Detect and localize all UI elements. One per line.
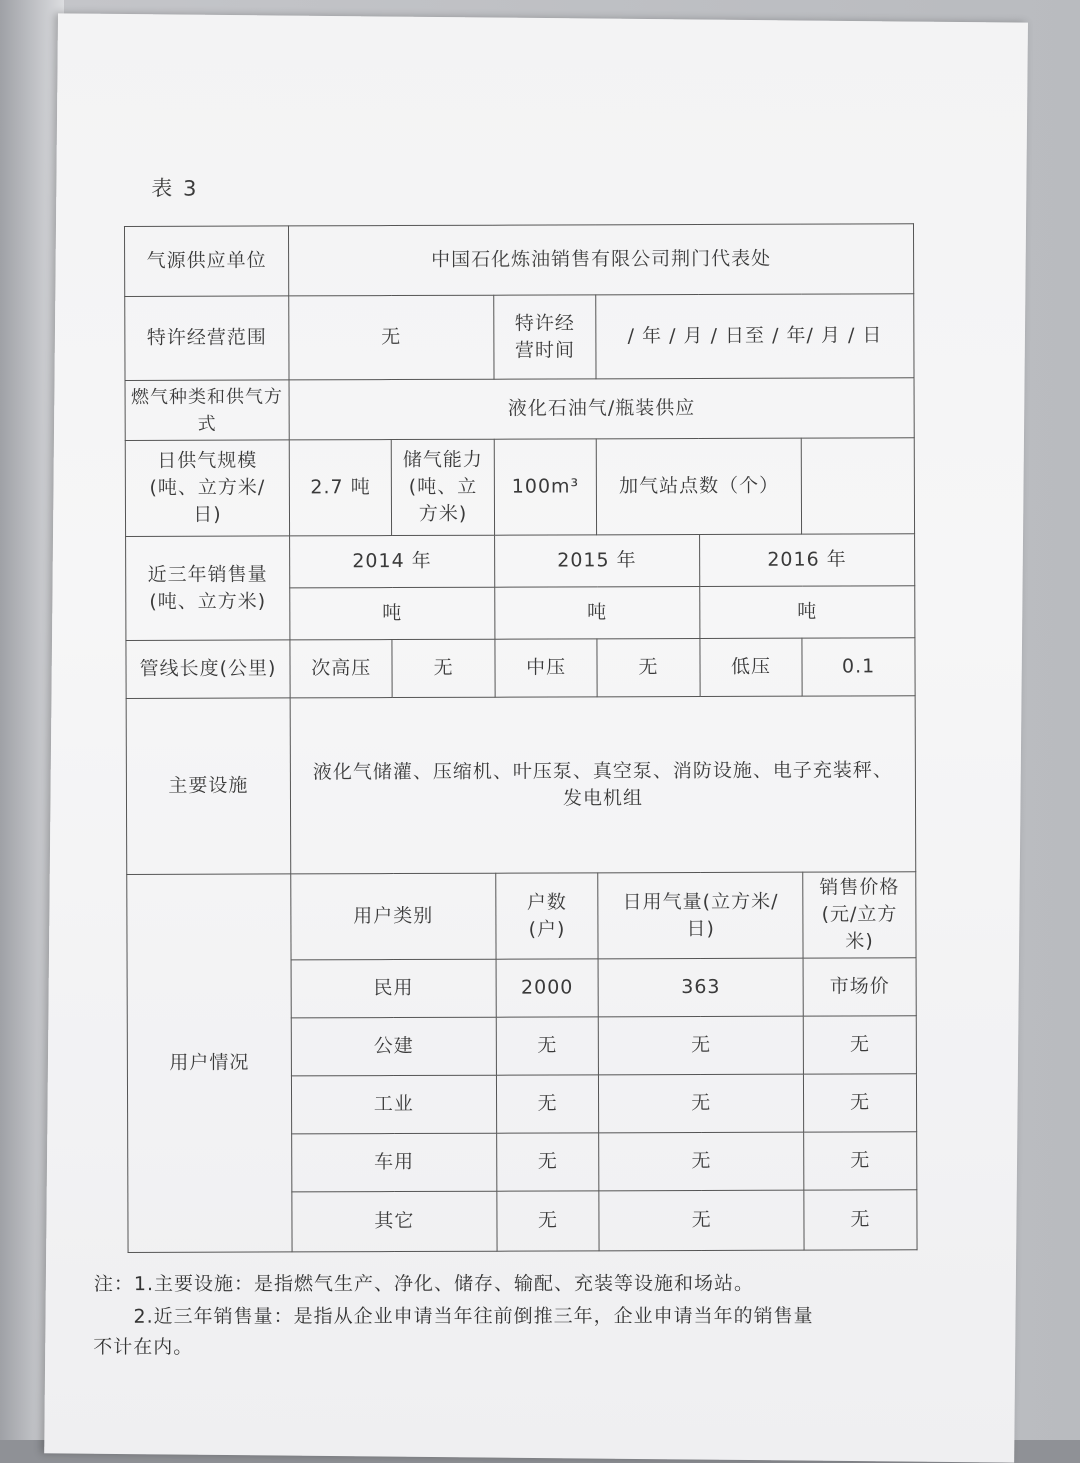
row-facilities <box>126 696 916 875</box>
users-daily-gas-cell: 无 <box>599 1132 804 1191</box>
users-header-category: 用户类别 <box>291 873 496 960</box>
station-count-value <box>801 438 914 534</box>
users-category-cell: 民用 <box>291 959 496 1018</box>
franchise-time-value: / 年 / 月 / 日至 / 年/ 月 / 日 <box>596 294 914 379</box>
row-franchise <box>125 294 914 381</box>
pipeline-low-value: 0.1 <box>802 638 915 696</box>
storage-capacity-label: 储气能力(吨、立方米) <box>392 439 495 535</box>
note-line-2: 2.近三年销售量：是指从企业申请当年往前倒推三年，企业申请当年的销售量 <box>133 1305 814 1328</box>
gas-operation-form-table <box>124 223 918 1253</box>
franchise-scope-value: 无 <box>289 295 494 380</box>
storage-capacity-value: 100m³ <box>494 439 597 535</box>
pipeline-subhigh-value: 无 <box>392 639 495 697</box>
station-count-label: 加气站点数（个） <box>597 438 802 535</box>
users-header-daily-gas: 日用气量(立方米/日) <box>598 872 803 959</box>
users-header-price: 销售价格(元/立方米) <box>803 872 916 958</box>
sales-year-2016: 2016 年 <box>699 534 914 587</box>
row-capacity <box>125 438 914 537</box>
sales-year-2015: 2015 年 <box>494 534 699 587</box>
users-households-cell: 无 <box>496 1133 599 1191</box>
row-pipeline <box>126 638 915 699</box>
users-category-cell: 其它 <box>292 1191 497 1252</box>
facilities-label: 主要设施 <box>126 698 291 875</box>
sales-value-2014: 吨 <box>290 587 495 640</box>
pipeline-mid-value: 无 <box>597 638 700 696</box>
gas-supplier-value: 中国石化炼油销售有限公司荆门代表处 <box>288 224 913 296</box>
users-price-cell: 无 <box>804 1132 917 1190</box>
users-households-cell: 无 <box>496 1075 599 1133</box>
note-line-3: 不计在内。 <box>93 1336 194 1359</box>
facilities-value: 液化气储灌、压缩机、叶压泵、真空泵、消防设施、电子充装秤、发电机组 <box>290 696 916 874</box>
users-category-cell: 工业 <box>291 1075 496 1134</box>
franchise-scope-label: 特许经营范围 <box>125 296 289 381</box>
users-price-cell: 无 <box>803 1016 916 1074</box>
row-sales-years <box>126 534 915 589</box>
sales-year-2014: 2014 年 <box>289 535 494 588</box>
note-line-1: 注：1.主要设施：是指燃气生产、净化、储存、输配、充装等设施和场站。 <box>93 1272 755 1296</box>
daily-supply-value: 2.7 吨 <box>289 440 392 536</box>
users-households-cell: 无 <box>496 1017 599 1075</box>
sales-label: 近三年销售量(吨、立方米) <box>126 536 290 641</box>
sales-value-2015: 吨 <box>495 586 700 639</box>
gas-supplier-label: 气源供应单位 <box>124 226 288 297</box>
row-gas-supplier <box>124 224 913 297</box>
paper-sheet <box>44 13 1028 1462</box>
gas-type-label: 燃气种类和供气方式 <box>125 380 289 441</box>
users-daily-gas-cell: 无 <box>599 1016 804 1075</box>
users-price-cell: 市场价 <box>803 958 916 1016</box>
users-price-cell: 无 <box>804 1074 917 1132</box>
users-category-cell: 车用 <box>292 1133 497 1192</box>
pipeline-mid-label: 中压 <box>495 639 598 697</box>
users-households-cell: 2000 <box>496 959 599 1017</box>
row-users-header <box>127 872 916 961</box>
row-gas-type <box>125 378 914 441</box>
daily-supply-label: 日供气规模(吨、立方米/日) <box>125 440 289 537</box>
users-price-cell: 无 <box>804 1190 917 1250</box>
pipeline-label: 管线长度(公里) <box>126 640 290 699</box>
gas-type-value: 液化石油气/瓶装供应 <box>289 378 914 440</box>
users-daily-gas-cell: 无 <box>599 1190 804 1251</box>
users-label: 用户情况 <box>127 874 292 1253</box>
users-daily-gas-cell: 363 <box>598 958 803 1017</box>
sales-value-2016: 吨 <box>699 586 914 639</box>
pipeline-subhigh-label: 次高压 <box>290 640 393 698</box>
users-households-cell: 无 <box>497 1191 600 1251</box>
table-number: 表 3 <box>151 176 199 201</box>
users-header-households: 户数(户) <box>496 873 599 959</box>
users-category-cell: 公建 <box>291 1017 496 1076</box>
users-daily-gas-cell: 无 <box>599 1074 804 1133</box>
pipeline-low-label: 低压 <box>700 638 803 696</box>
franchise-time-label: 特许经营时间 <box>494 295 597 379</box>
